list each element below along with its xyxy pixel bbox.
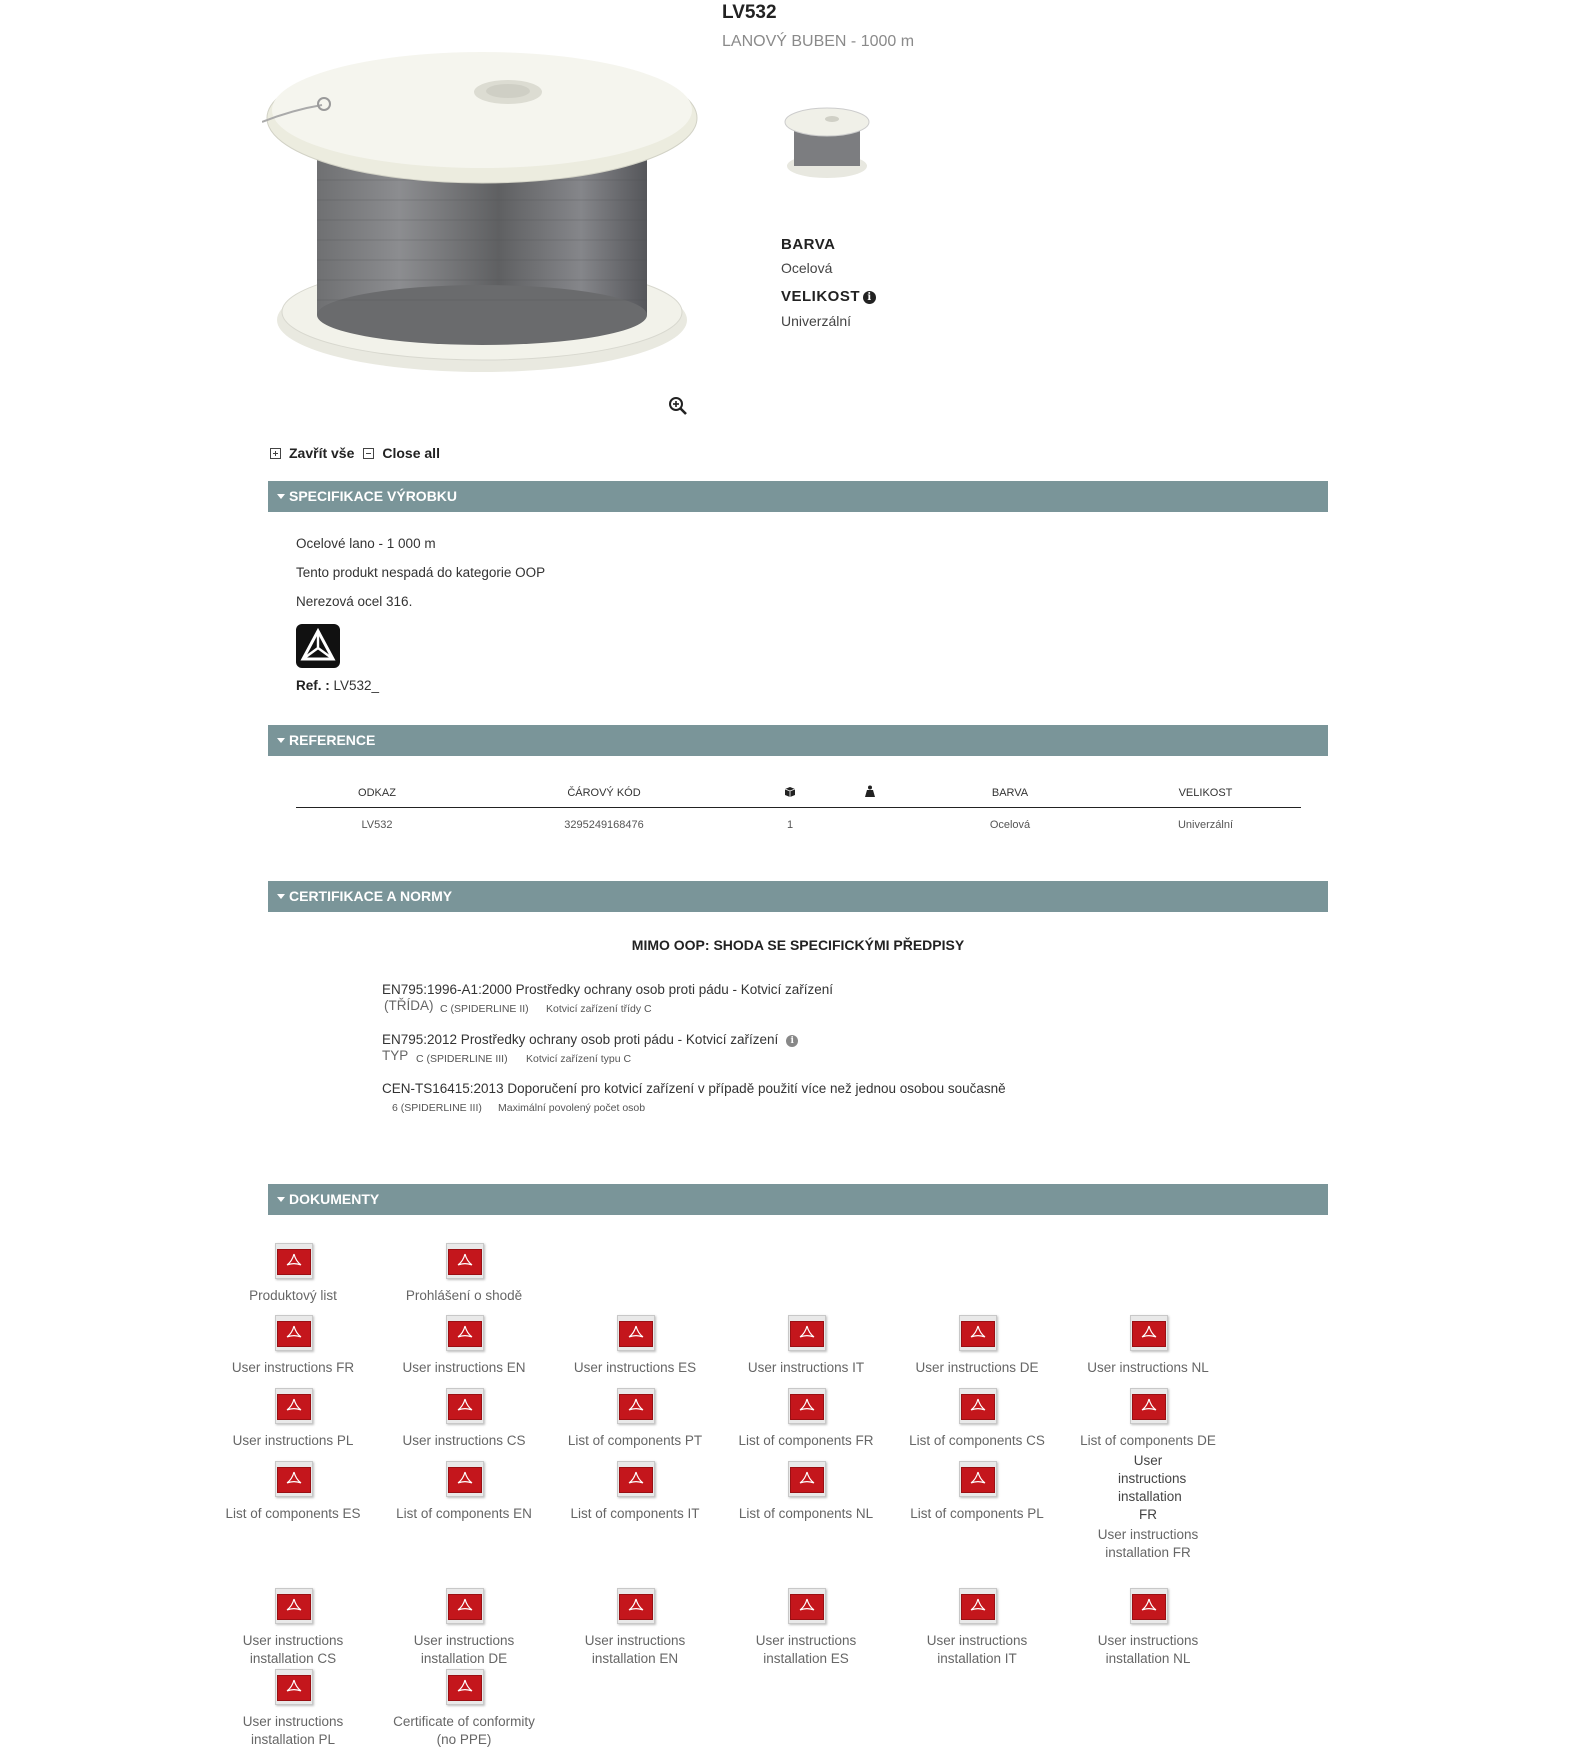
- document-label: User instructions NL: [1087, 1360, 1209, 1375]
- cert-key: (TŘÍDA): [384, 998, 434, 1013]
- pdf-icon: [1127, 1588, 1169, 1626]
- spec-reference: [296, 678, 379, 693]
- cert-value: C (SPIDERLINE II): [440, 1003, 529, 1015]
- cert-desc: Kotvicí zařízení třídy C: [546, 1003, 652, 1015]
- section-docs-title: DOKUMENTY: [289, 1191, 380, 1207]
- attr-color-label: BARVA: [781, 236, 836, 253]
- document-label: User instructions ES: [573, 1360, 697, 1375]
- col-header-color: BARVA: [910, 779, 1110, 807]
- document-link[interactable]: [731, 1388, 881, 1450]
- section-reference-title: REFERENCE: [289, 732, 376, 748]
- pdf-icon: [956, 1588, 998, 1626]
- cert-desc: Maximální povolený počet osob: [498, 1102, 646, 1114]
- caret-down-icon: [277, 1197, 285, 1202]
- expand-all-button[interactable]: [270, 445, 354, 461]
- pdf-icon: [785, 1388, 827, 1426]
- attr-size-label-text: VELIKOST: [781, 288, 861, 305]
- close-all-button[interactable]: [363, 445, 440, 461]
- document-link[interactable]: [389, 1461, 539, 1523]
- document-link[interactable]: [560, 1588, 710, 1668]
- zoom-in-icon[interactable]: [668, 396, 688, 416]
- document-link[interactable]: [389, 1588, 539, 1668]
- spec-line: Nerezová ocel 316.: [296, 594, 413, 609]
- broken-image-icon: User instructions installation FR: [1118, 1453, 1187, 1522]
- pdf-icon: [956, 1461, 998, 1499]
- section-reference-header[interactable]: [268, 725, 1328, 756]
- document-link[interactable]: [731, 1315, 881, 1377]
- document-label: List of components CS: [909, 1433, 1045, 1448]
- document-label: User instructions DE: [915, 1360, 1039, 1375]
- document-link[interactable]: [218, 1315, 368, 1377]
- attr-size-label: [781, 288, 876, 305]
- document-label: User instructions installation EN: [584, 1633, 686, 1666]
- box-icon: [784, 786, 796, 797]
- document-label: List of components NL: [738, 1506, 874, 1521]
- document-link[interactable]: [1073, 1452, 1223, 1562]
- document-label: Prohlášení o shodě: [405, 1288, 523, 1303]
- document-link[interactable]: [902, 1588, 1052, 1668]
- pdf-icon: [614, 1588, 656, 1626]
- document-link[interactable]: [902, 1461, 1052, 1523]
- pdf-icon: [272, 1669, 314, 1707]
- document-link[interactable]: [389, 1315, 539, 1377]
- caret-down-icon: [277, 738, 285, 743]
- cell-barcode: 3295249168476: [564, 819, 644, 832]
- document-label: List of components ES: [225, 1506, 361, 1521]
- attr-size-value: Univerzální: [781, 313, 852, 329]
- pdf-icon: [272, 1388, 314, 1426]
- pdf-icon: [272, 1315, 314, 1353]
- document-label: List of components DE: [1080, 1433, 1216, 1448]
- cert-desc: Kotvicí zařízení typu C: [526, 1053, 632, 1065]
- document-link[interactable]: [731, 1588, 881, 1668]
- document-label: User instructions installation ES: [755, 1633, 857, 1666]
- product-thumbnail[interactable]: [780, 104, 874, 184]
- document-link[interactable]: [1073, 1588, 1223, 1668]
- pdf-icon: [443, 1669, 485, 1707]
- document-label: List of components IT: [570, 1506, 700, 1521]
- col-header-odkaz: ODKAZ: [296, 779, 458, 807]
- pdf-icon: [443, 1388, 485, 1426]
- pdf-icon: [785, 1315, 827, 1353]
- document-label: User instructions PL: [232, 1433, 354, 1448]
- document-link[interactable]: [218, 1243, 368, 1305]
- brand-logo-icon: [296, 624, 340, 668]
- document-label: List of components PL: [910, 1506, 1044, 1521]
- document-label: User instructions EN: [402, 1360, 526, 1375]
- cell-color: Ocelová: [989, 819, 1031, 832]
- pdf-icon: [614, 1315, 656, 1353]
- cell-quantity: 1: [786, 819, 794, 832]
- col-header-weight: [830, 779, 910, 807]
- document-link[interactable]: [218, 1588, 368, 1668]
- cert-title: EN795:1996-A1:2000 Prostředky ochrany osob proti pádu - Kotvicí zařízení: [382, 982, 834, 997]
- cert-title-row: [382, 1032, 798, 1047]
- document-link[interactable]: [218, 1461, 368, 1523]
- spec-ref-value: LV532_: [333, 678, 380, 693]
- cert-heading: MIMO OOP: SHODA SE SPECIFICKÝMI PŘEDPISY: [631, 937, 965, 953]
- pdf-icon: [614, 1388, 656, 1426]
- section-docs-header[interactable]: [268, 1184, 1328, 1215]
- section-spec-title: SPECIFIKACE VÝROBKU: [289, 488, 458, 504]
- document-link[interactable]: [902, 1315, 1052, 1377]
- pdf-icon: [443, 1588, 485, 1626]
- product-main-image[interactable]: [262, 50, 702, 380]
- expand-all-label: Zavřít vše: [289, 445, 355, 461]
- plus-square-icon: [270, 448, 281, 459]
- expand-collapse-controls: [270, 445, 449, 461]
- minus-square-icon: [363, 448, 374, 459]
- pdf-icon: [1127, 1315, 1169, 1353]
- product-code: LV532: [722, 2, 777, 23]
- pdf-icon: [443, 1461, 485, 1499]
- table-row: [296, 807, 1301, 843]
- document-label: User instructions installation IT: [926, 1633, 1028, 1666]
- section-cert-title: CERTIFIKACE A NORMY: [289, 888, 453, 904]
- document-link[interactable]: [389, 1669, 539, 1749]
- document-link[interactable]: [902, 1388, 1052, 1450]
- pdf-icon: [443, 1315, 485, 1353]
- document-link[interactable]: [389, 1388, 539, 1450]
- document-label: List of components EN: [396, 1506, 532, 1521]
- cell-odkaz: LV532: [361, 819, 393, 832]
- document-label: User instructions installation NL: [1097, 1633, 1199, 1666]
- pdf-icon: [614, 1461, 656, 1499]
- document-link[interactable]: [560, 1461, 710, 1523]
- cert-key: TYP: [382, 1048, 409, 1063]
- document-label: List of components PT: [567, 1433, 703, 1448]
- cert-value: 6 (SPIDERLINE III): [392, 1102, 482, 1114]
- cert-value: C (SPIDERLINE III): [416, 1053, 508, 1065]
- spec-ref-label: Ref. :: [296, 678, 330, 693]
- document-label: List of components FR: [738, 1433, 874, 1448]
- document-label: User instructions CS: [402, 1433, 526, 1448]
- document-label: User instructions installation CS: [242, 1633, 344, 1666]
- caret-down-icon: [277, 894, 285, 899]
- document-link[interactable]: [1073, 1315, 1223, 1377]
- section-spec-header[interactable]: [268, 481, 1328, 512]
- document-link[interactable]: [1073, 1388, 1223, 1450]
- cert-title: EN795:2012 Prostředky ochrany osob proti pádu - Kotvicí zařízení: [382, 1032, 779, 1047]
- document-label: Produktový list: [249, 1288, 337, 1303]
- pdf-icon: [272, 1461, 314, 1499]
- col-header-quantity: [750, 779, 830, 807]
- pdf-icon: [785, 1461, 827, 1499]
- document-link[interactable]: [560, 1388, 710, 1450]
- document-label: User instructions FR: [231, 1360, 355, 1375]
- cell-weight: [830, 807, 910, 843]
- pdf-icon: [272, 1588, 314, 1626]
- reference-table: [296, 779, 1301, 843]
- pdf-icon: [272, 1243, 314, 1281]
- cert-title: CEN-TS16415:2013 Doporučení pro kotvicí zařízení v případě použití více než jednou osobou současně: [382, 1081, 1006, 1096]
- document-label: User instructions installation PL: [242, 1714, 344, 1747]
- spec-line: Ocelové lano - 1 000 m: [296, 536, 436, 551]
- info-icon[interactable]: i: [786, 1035, 798, 1047]
- section-cert-header[interactable]: [268, 881, 1328, 912]
- document-label: User instructions installation DE: [413, 1633, 515, 1666]
- document-label: User instructions installation FR: [1097, 1527, 1199, 1560]
- document-link[interactable]: [560, 1315, 710, 1377]
- pdf-icon: [1127, 1388, 1169, 1426]
- document-link[interactable]: [731, 1461, 881, 1523]
- info-icon[interactable]: i: [863, 291, 876, 304]
- close-all-label: Close all: [382, 445, 440, 461]
- col-header-barcode: ČÁROVÝ KÓD: [458, 779, 750, 807]
- pdf-icon: [956, 1315, 998, 1353]
- spec-line: Tento produkt nespadá do kategorie OOP: [296, 565, 546, 580]
- caret-down-icon: [277, 494, 285, 499]
- pdf-icon: [956, 1388, 998, 1426]
- document-link[interactable]: [218, 1388, 368, 1450]
- attr-color-value: Ocelová: [781, 260, 833, 276]
- pdf-icon: [443, 1243, 485, 1281]
- pdf-icon: [785, 1588, 827, 1626]
- cell-size: Univerzální: [1177, 819, 1234, 832]
- document-link[interactable]: [389, 1243, 539, 1305]
- col-header-size: VELIKOST: [1110, 779, 1301, 807]
- weight-icon: [865, 785, 875, 797]
- document-label: Certificate of conformity (no PPE): [393, 1714, 535, 1747]
- document-link[interactable]: [218, 1669, 368, 1749]
- document-label: User instructions IT: [747, 1360, 865, 1375]
- product-subtitle: LANOVÝ BUBEN - 1000 m: [722, 33, 915, 50]
